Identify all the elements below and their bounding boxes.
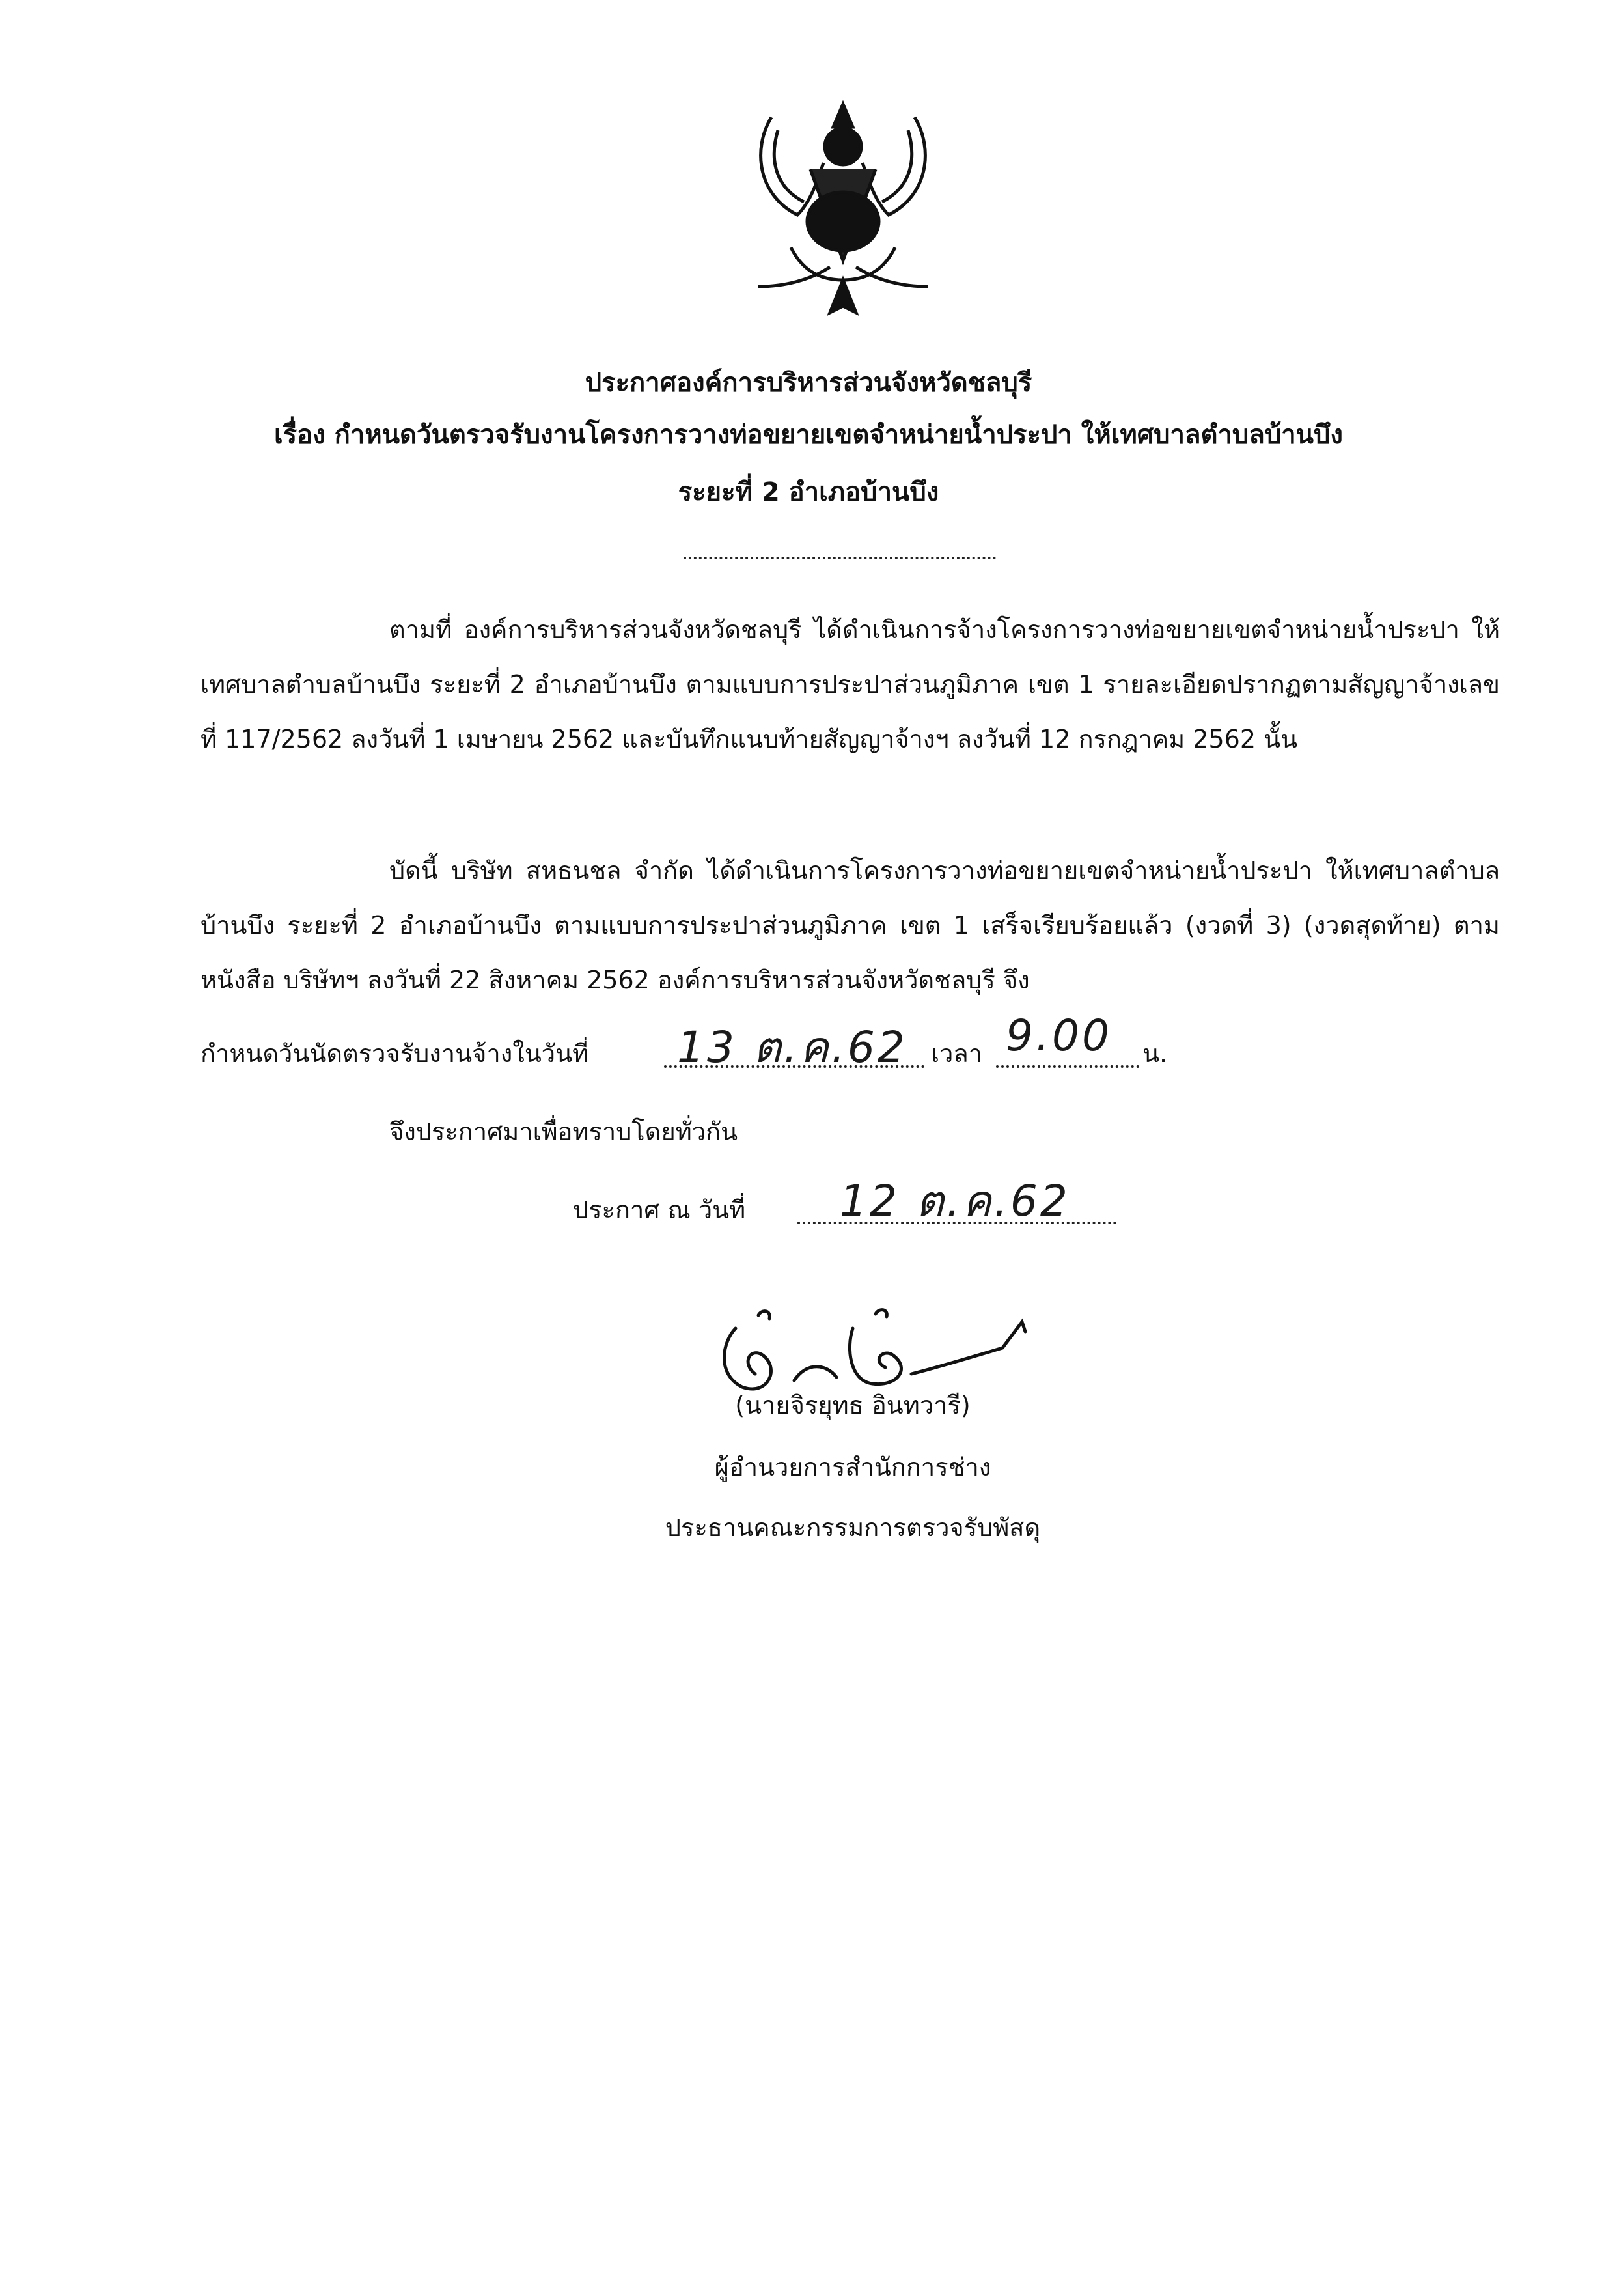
time-handwritten: 9.00 <box>1006 1011 1112 1061</box>
schedule-prefix: กำหนดวันนัดตรวจรับงานจ้างในวันที่ <box>200 1039 589 1068</box>
garuda-emblem-icon <box>732 91 954 326</box>
org-title: ประกาศองค์การบริหารส่วนจังหวัดชลบุรี <box>585 368 1032 398</box>
paragraph-2: บัดนี้ บริษัท สหธนชล จำกัด ได้ดำเนินการโครงการวางท่อขยายเขตจำหน่ายน้ำประปา ให้เทศบาลตำบลบ้านบึง ระยะที่ 2 อำเภอบ้านบึง ตามแบบการประปาส่วนภูมิภาค เขต 1 เสร็จเรียบร้อยแล้ว (งวดที่ 3) (งวดสุดท้าย) ตามหนังสือ บริษัทฯ ลงวันที่ 22 สิงหาคม 2562 องค์การบริหารส่วนจังหวัดชลบุรี จึง <box>200 856 1500 994</box>
announce-date-handwritten: 12 ต.ค.62 <box>840 1176 1070 1226</box>
subject-line: เรื่อง กำหนดวันตรวจรับงานโครงการวางท่อขยายเขตจำหน่ายน้ำประปา ให้เทศบาลตำบลบ้านบึง <box>274 420 1343 450</box>
time-suffix: น. <box>1142 1039 1168 1068</box>
subject-line-2: ระยะที่ 2 อำเภอบ้านบึง <box>678 477 939 507</box>
time-fill-line <box>996 1065 1139 1068</box>
signer-name: (นายจิรยุทธ อินทวารี) <box>735 1391 971 1420</box>
schedule-date-handwritten: 13 ต.ค.62 <box>677 1022 907 1072</box>
time-label: เวลา <box>931 1039 982 1068</box>
title-divider <box>684 557 996 559</box>
announce-prefix: ประกาศ ณ วันที่ <box>573 1196 746 1224</box>
paragraph-1: ตามที่ องค์การบริหารส่วนจังหวัดชลบุรี ได้ดำเนินการจ้างโครงการวางท่อขยายเขตจำหน่ายน้ำประปา ให้เทศบาลตำบลบ้านบึง ระยะที่ 2 อำเภอบ้านบึง ตามแบบการประปาส่วนภูมิภาค เขต 1 รายละเอียดปรากฏตามสัญญาจ้างเลขที่ 117/2562 ลงวันที่ 1 เมษายน 2562 และบันทึกแนบท้ายสัญญาจ้างฯ ลงวันที่ 12 กรกฎาคม 2562 นั้น <box>200 615 1500 753</box>
closing-text: จึงประกาศมาเพื่อทราบโดยทั่วกัน <box>389 1117 738 1146</box>
signer-position-2: ประธานคณะกรรมการตรวจรับพัสดุ <box>665 1513 1041 1542</box>
signer-position-1: ผู้อำนวยการสำนักการช่าง <box>714 1453 991 1481</box>
